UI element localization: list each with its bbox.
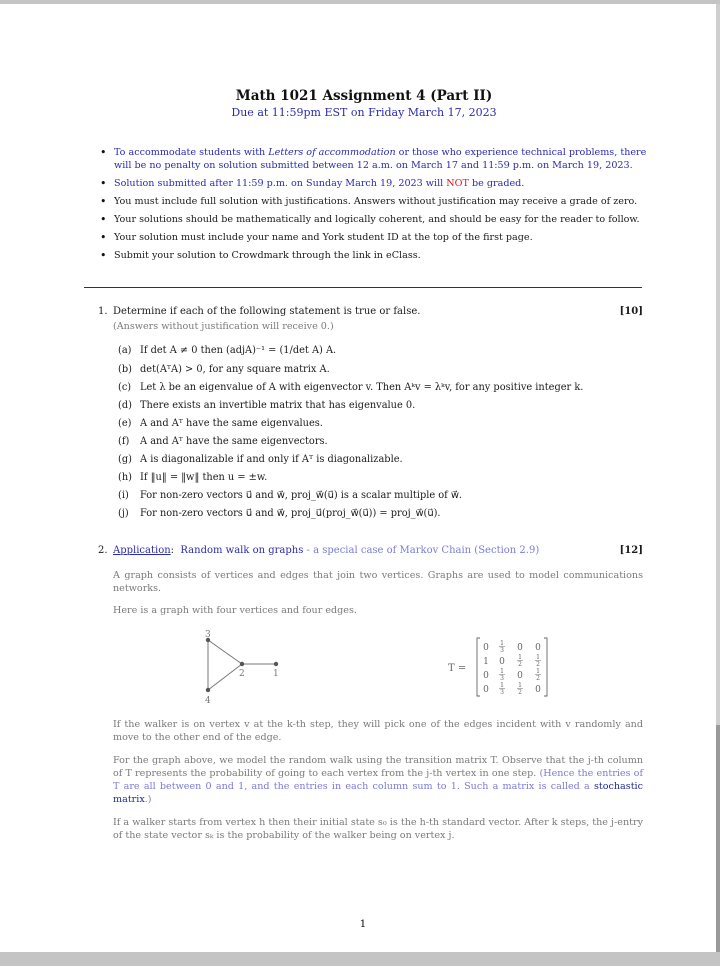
q1-part-f: (f) A and Aᵀ have the same eigenvectors. [118, 436, 328, 447]
svg-text:2: 2 [536, 675, 540, 682]
q1-part-d: (d) There exists an invertible matrix that has eigenvalue 0. [118, 400, 416, 411]
svg-text:1: 1 [518, 682, 522, 689]
svg-text:2: 2 [518, 689, 522, 696]
q2-points: [12] [619, 545, 643, 556]
matrix-cell-r2-c4 [535, 654, 541, 668]
matrix-cell-r1-c1: 0 [483, 643, 489, 653]
q1-hint: (Answers without justification will receive 0.) [113, 321, 334, 332]
q1-part-b: (b) det(AᵀA) > 0, for any square matrix A. [118, 364, 330, 375]
note-crowdmark: • Submit your solution to Crowdmark through the link in eClass. [100, 249, 650, 262]
svg-text:1: 1 [536, 668, 540, 675]
q2-number: 2. [98, 545, 108, 556]
q1-part-a: (a) If det A ≠ 0 then (adjA)⁻¹ = (1/det A) A. [118, 345, 337, 356]
vertex-graph-figure [190, 628, 300, 708]
page-edge-shadow [716, 725, 720, 952]
matrix-cell-r3-c4 [535, 668, 541, 682]
vertex-2 [240, 662, 244, 666]
svg-text:1: 1 [500, 682, 504, 689]
matrix-cell-r3-c2 [499, 668, 505, 682]
note-name-id: • Your solution must include your name and York student ID at the top of the first page. [100, 231, 650, 244]
note-coherence: • Your solutions should be mathematically and logically coherent, and should be easy for the reader to follow. [100, 213, 650, 226]
note-late-submission: • Solution submitted after 11:59 p.m. on Sunday March 19, 2023 will NOT be graded. [100, 177, 650, 190]
transition-matrix [448, 636, 558, 703]
matrix-left-bracket [477, 638, 480, 696]
vertex-label-2: 2 [239, 669, 245, 679]
matrix-cell-r1-c4: 0 [535, 643, 541, 653]
matrix-cell-r3-c1: 0 [483, 671, 489, 681]
q1-prompt: Determine if each of the following statement is true or false. [113, 306, 421, 317]
svg-text:1: 1 [500, 668, 504, 675]
matrix-cell-r4-c4: 0 [535, 685, 541, 695]
q2-paragraph-transition-matrix: For the graph above, we model the random walk using the transition matrix T. Observe that the j-th column of T represents the probability of going to each vertex from the j-th vertex in one step. (Hence the entries of T are all between 0 and 1, and the entries in each column sum to 1. Such a matrix is called a stochastic matrix.) [113, 755, 643, 805]
svg-text:3: 3 [500, 647, 504, 654]
matrix-cell-r1-c3: 0 [517, 643, 523, 653]
edge-3-2 [208, 640, 242, 664]
q2-paragraph-graph-definition: A graph consists of vertices and edges that join two vertices. Graphs are used to model communications networks. [113, 570, 643, 594]
document-page [0, 4, 716, 952]
q1-part-g: (g) A is diagonalizable if and only if Aᵀ is diagonalizable. [118, 454, 403, 465]
q1-part-i: (i) For non-zero vectors u⃗ and w⃗, proj_w⃗(u⃗) is a scalar multiple of w⃗. [118, 490, 463, 501]
due-date: Due at 11:59pm EST on Friday March 17, 2023 [231, 106, 497, 119]
q2-paragraph-state-vector: If a walker starts from vertex h then their initial state s₀ is the h-th standard vector. After k steps, the j-entry of the state vector sₖ is the probability of the walker being on vertex j. [113, 817, 643, 841]
matrix-cell-r1-c2 [499, 640, 505, 654]
matrix-name: T = [448, 663, 467, 674]
vertex-1 [274, 662, 278, 666]
section-divider [84, 287, 642, 288]
instructions-list [100, 146, 650, 267]
matrix-cell-r4-c3 [517, 682, 523, 696]
matrix-cell-r4-c2 [499, 682, 505, 696]
note-accommodation: • To accommodate students with Letters of accommodation or those who experience technical problems, there will be no penalty on solution submitted between 12 a.m. on March 17 and 11:59 p.m. on March 19, 2023. [100, 146, 650, 172]
matrix-cell-r3-c3: 0 [517, 671, 523, 681]
edge-4-2 [208, 664, 242, 690]
svg-text:1: 1 [518, 654, 522, 661]
matrix-cell-r2-c2: 0 [499, 657, 505, 667]
page-number: 1 [359, 918, 367, 930]
svg-text:3: 3 [500, 675, 504, 682]
svg-text:1: 1 [536, 654, 540, 661]
svg-text:3: 3 [500, 689, 504, 696]
vertex-label-3: 3 [205, 630, 211, 640]
svg-text:2: 2 [518, 661, 522, 668]
application-link[interactable]: Application [113, 545, 171, 556]
q1-part-c: (c) Let λ be an eigenvalue of A with eigenvector v. Then Aᵏv = λᵏv, for any positive integer k. [118, 382, 584, 393]
vertex-4 [206, 688, 210, 692]
matrix-cell-r4-c1: 0 [483, 685, 489, 695]
matrix-cell-r2-c3 [517, 654, 523, 668]
transition-matrix-figure [448, 636, 558, 700]
q2-paragraph-graph-intro: Here is a graph with four vertices and four edges. [113, 605, 357, 616]
stochastic-matrix-term: stochastic matrix [113, 781, 643, 805]
vertex-label-4: 4 [205, 696, 211, 706]
q1-part-h: (h) If ‖u‖ = ‖w‖ then u = ±w. [118, 472, 268, 483]
q2-paragraph-walker-rule: If the walker is on vertex v at the k-th step, they will pick one of the edges incident with v randomly and move to the other end of the edge. [113, 719, 643, 743]
q1-number: 1. [98, 306, 108, 317]
svg-text:1: 1 [500, 640, 504, 647]
matrix-cell-r2-c1: 1 [483, 657, 489, 667]
q1-points: [10] [619, 306, 643, 317]
viewer-bottom-bar [0, 952, 720, 966]
q1-part-j: (j) For non-zero vectors u⃗ and w⃗, proj_u⃗(proj_w⃗(u⃗)) = proj_w⃗(u⃗). [118, 508, 441, 519]
q2-heading: Application: Random walk on graphs - a special case of Markov Chain (Section 2.9) [113, 545, 540, 556]
svg-text:2: 2 [536, 661, 540, 668]
matrix-right-bracket [544, 638, 547, 696]
assignment-title: Math 1021 Assignment 4 (Part II) [235, 88, 493, 104]
q1-part-e: (e) A and Aᵀ have the same eigenvalues. [118, 418, 323, 429]
note-justification: • You must include full solution with justifications. Answers without justification may receive a grade of zero. [100, 195, 650, 208]
vertex-label-1: 1 [273, 669, 279, 679]
